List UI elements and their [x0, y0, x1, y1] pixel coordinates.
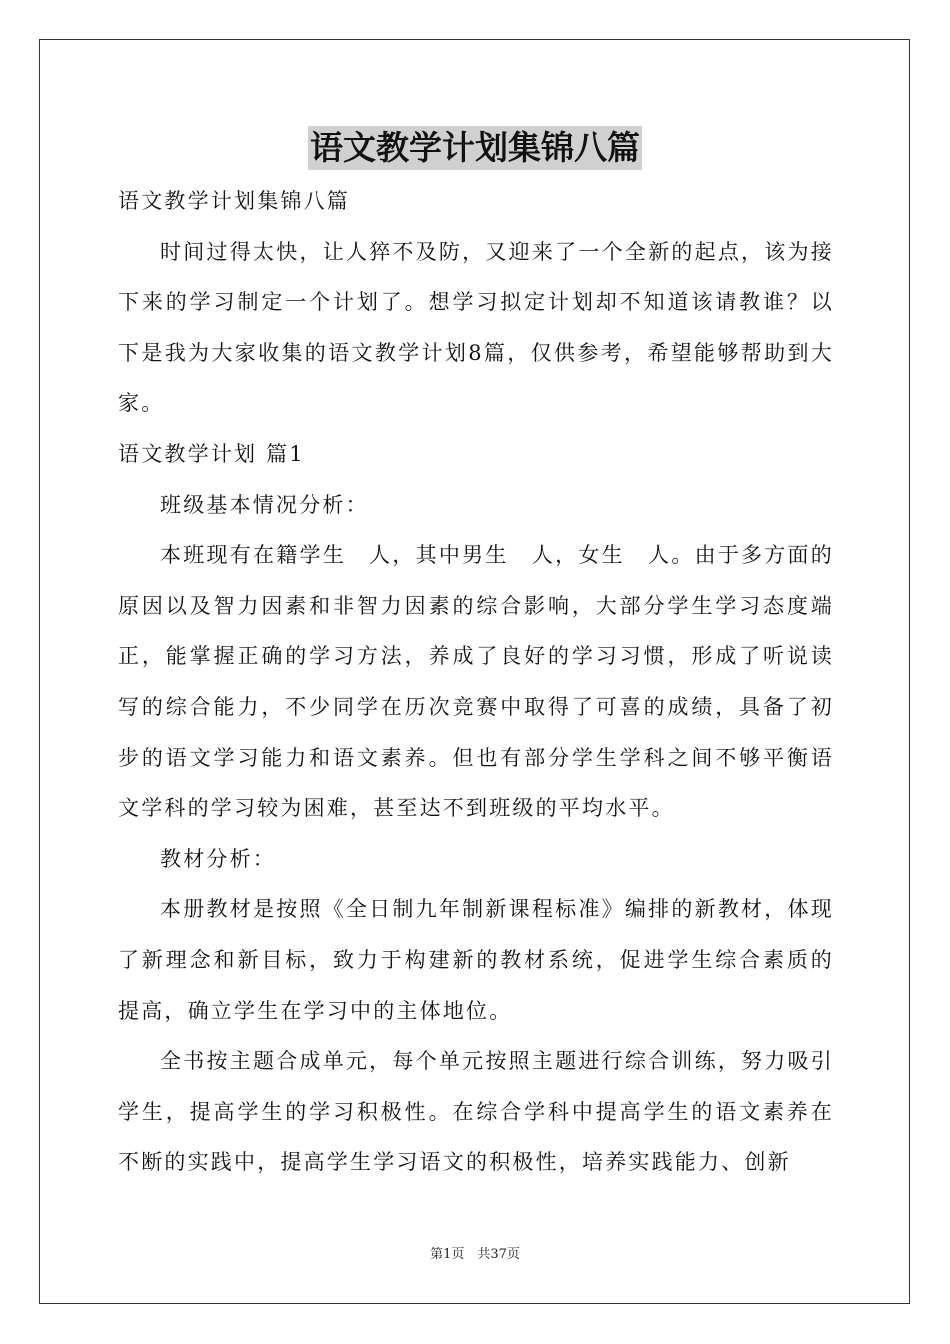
- paragraph-4: 本班现有在籍学生 人，其中男生 人，女生 人。由于多方面的原因以及智力因素和非智力因素的综合影响，大部分学生学习态度端正，能掌握正确的学习方法，养成了良好的学习习惯，形成了听说读写的综合能力，不少同学在历次竞赛中取得了可喜的成绩，具备了初步的语文学习能力和语文素养。但也有部分学生学科之间不够平衡语文学科的学习较为困难，甚至达不到班级的平均水平。: [118, 543, 834, 821]
- page-number: 第1页 共37页: [430, 1247, 520, 1262]
- document-body: [118, 176, 834, 1188]
- paragraph-5: 教材分析：: [160, 846, 276, 871]
- title-wrap: [0, 126, 950, 170]
- paragraph-7: 全书按主题合成单元，每个单元按照主题进行综合训练，努力吸引学生，提高学生的学习积极性。在综合学科中提高学生的语文素养在不断的实践中，提高学生学习语文的积极性，培养实践能力、创新: [118, 1049, 834, 1175]
- paragraph-1: 时间过得太快，让人猝不及防，又迎来了一个全新的起点，该为接下来的学习制定一个计划了。想学习拟定计划却不知道该请教谁？以下是我为大家收集的语文教学计划8篇，仅供参考，希望能够帮助到大家。: [118, 239, 834, 416]
- paragraph-6: 本册教材是按照《全日制九年制新课程标准》编排的新教材，体现了新理念和新目标，致力于构建新的教材系统，促进学生综合素质的提高，确立学生在学习中的主体地位。: [118, 897, 834, 1023]
- page-footer: [0, 1246, 950, 1264]
- section-heading: 语文教学计划 篇1: [118, 441, 305, 466]
- paragraph-3: 班级基本情况分析：: [160, 492, 369, 517]
- document-title: 语文教学计划集锦八篇: [308, 126, 642, 170]
- paragraph-0: 语文教学计划集锦八篇: [118, 189, 350, 213]
